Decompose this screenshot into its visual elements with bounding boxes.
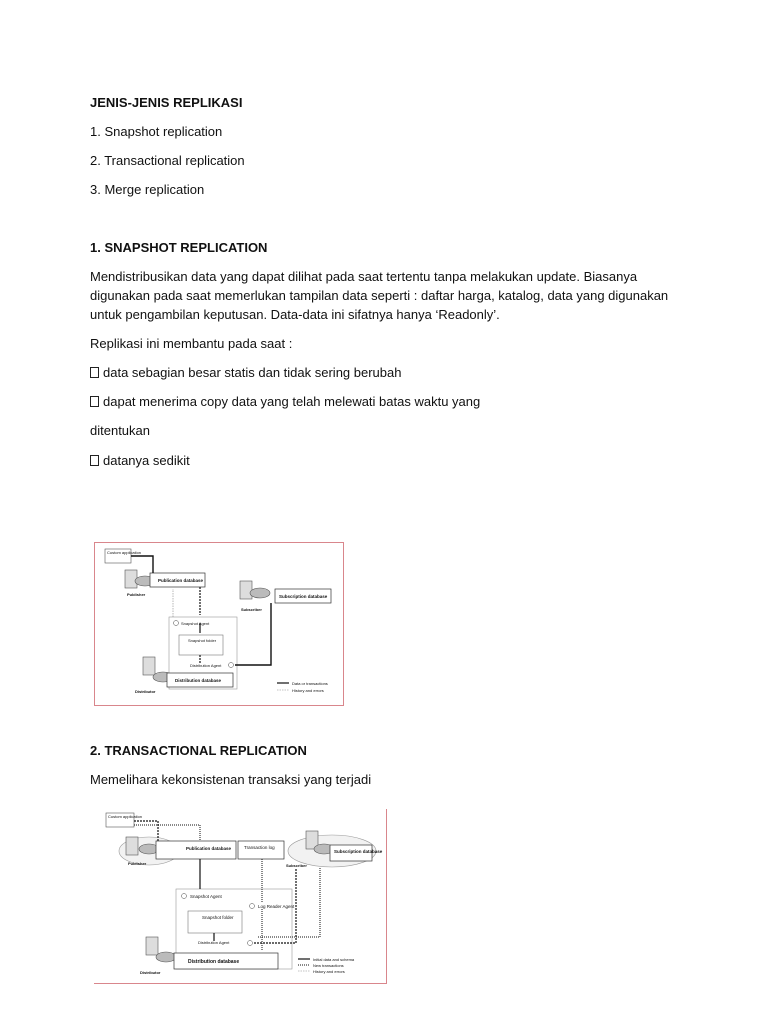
transactional-heading: 2. TRANSACTIONAL REPLICATION — [90, 743, 307, 758]
distribution-to-subscriber-arrow — [235, 603, 271, 665]
snapshot-folder-label: Snapshot folder — [188, 638, 217, 643]
publisher-server-icon — [125, 570, 137, 588]
distribution-db-label: Distribution database — [175, 678, 222, 683]
step-marker-icon — [250, 904, 255, 909]
snapshot-description: Mendistribusikan data yang dapat dilihat pada saat tertentu tanpa melakukan update. Biasanya digunakan pada saat memerlukan tampilan data seperti : daftar harga, katalog, data yang digunakan untuk pengambilan keputusan. Data-data ini sifatnya hanya ‘Readonly’. — [90, 269, 669, 322]
bullet-item — [90, 392, 480, 411]
type-item-1: 1. Snapshot replication — [90, 124, 223, 139]
transactional-description: Memelihara kekonsistenan transaksi yang terjadi — [90, 772, 372, 787]
step-marker-icon — [229, 663, 234, 668]
distributor-label: Distributor — [135, 689, 156, 694]
distributor-server-icon — [146, 937, 158, 955]
legend-initial-label: Initial data and schema — [313, 957, 355, 962]
snapshot-agent-label: Snapshot Agent — [181, 621, 210, 626]
step-marker-icon — [182, 894, 187, 899]
subscriber-label: Subscriber — [286, 863, 307, 868]
legend-history-label: History and errors — [292, 688, 324, 693]
publication-db-label: Publication database — [186, 846, 232, 851]
bullet-box-icon — [90, 396, 99, 407]
legend-data-label: Data or transactions — [292, 681, 328, 686]
distributor-db-icon — [156, 952, 176, 962]
snapshot-agent-label: Snapshot Agent — [190, 894, 222, 899]
type-item-2: 2. Transactional replication — [90, 153, 245, 168]
subscription-db-label: Subscription database — [279, 594, 328, 599]
subscriber-server-icon — [240, 581, 252, 599]
step-marker-icon — [174, 621, 179, 626]
subscription-db-label: Subscription database — [334, 849, 383, 854]
subscriber-db-icon — [250, 588, 270, 598]
snapshot-folder-label: Snapshot folder — [202, 915, 234, 920]
publication-db-label: Publication database — [158, 578, 204, 583]
publisher-label: Publisher — [128, 861, 147, 866]
transaction-log-label: Transaction log — [244, 845, 275, 850]
legend-new-label: New transactions — [313, 963, 344, 968]
publisher-server-icon — [126, 837, 138, 855]
bullet-box-icon — [90, 455, 99, 466]
bullet-item — [90, 451, 190, 470]
subscriber-label: Subscriber — [241, 607, 262, 612]
step-marker-icon — [248, 941, 253, 946]
distribution-db-label: Distribution database — [188, 959, 240, 965]
distribution-agent-label: Distribution Agent — [190, 663, 222, 668]
distributor-label: Distributor — [140, 970, 161, 975]
transactional-replication-diagram — [94, 809, 387, 984]
custom-app-label: Custom application — [108, 814, 143, 819]
distributor-server-icon — [143, 657, 155, 675]
log-reader-agent-label: Log Reader Agent — [258, 904, 295, 909]
bullet-text: dapat menerima copy data yang telah melewati batas waktu yang — [103, 394, 481, 409]
snapshot-helps-label: Replikasi ini membantu pada saat : — [90, 336, 293, 351]
distribution-agent-label: Distribution Agent — [198, 940, 230, 945]
bullet-box-icon — [90, 367, 99, 378]
snapshot-replication-diagram — [94, 542, 344, 706]
bullet-item — [90, 363, 401, 382]
bullet-text: datanya sedikit — [103, 453, 190, 468]
legend-history-label: History and errors — [313, 969, 345, 974]
type-item-3: 3. Merge replication — [90, 182, 205, 197]
main-heading: JENIS-JENIS REPLIKASI — [90, 95, 243, 110]
custom-app-label: Custom application — [107, 550, 142, 555]
bullet-continuation: ditentukan — [90, 423, 150, 438]
publisher-label: Publisher — [127, 592, 146, 597]
bullet-text: data sebagian besar statis dan tidak sering berubah — [103, 365, 402, 380]
transaction-log-box — [238, 841, 284, 859]
transactions-to-subscriber-arrow — [258, 867, 320, 937]
snapshot-heading: 1. SNAPSHOT REPLICATION — [90, 240, 268, 255]
